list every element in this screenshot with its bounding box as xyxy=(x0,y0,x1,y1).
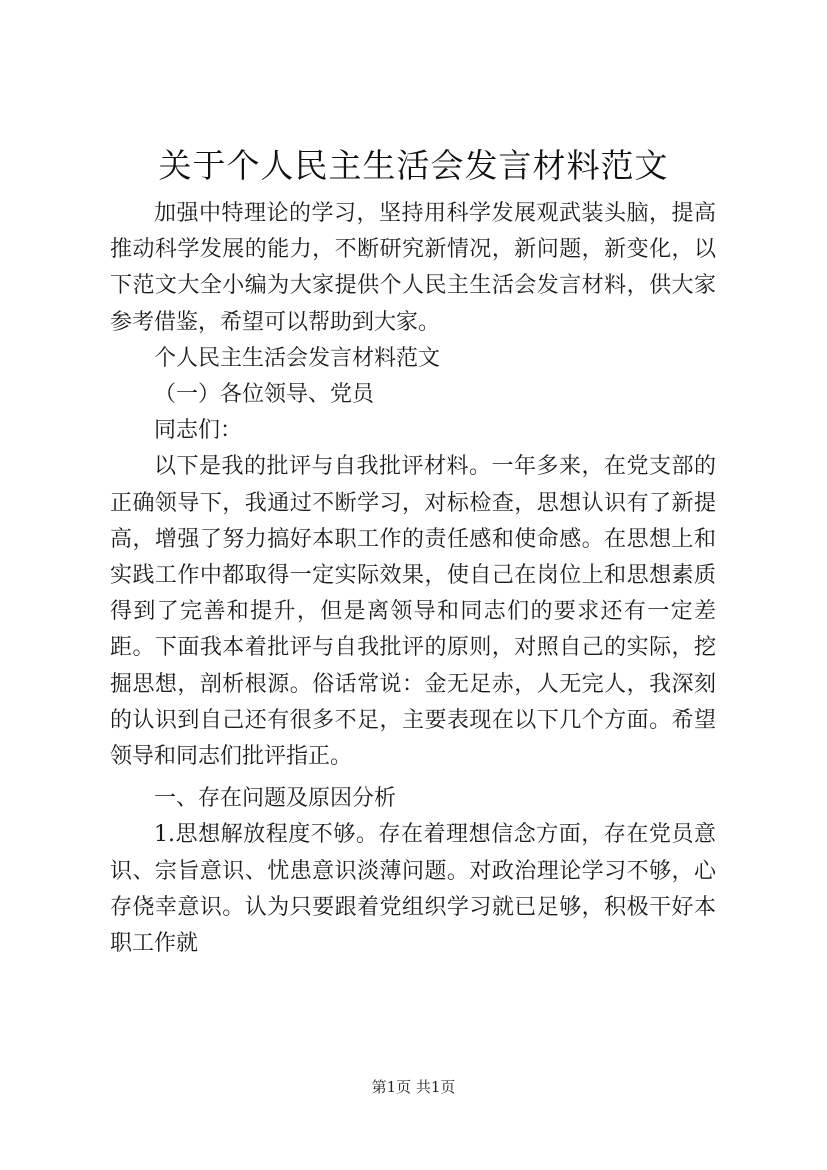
page-footer xyxy=(0,1077,827,1097)
document-title: 关于个人民主生活会发言材料范文 xyxy=(158,146,669,185)
point-1-paragraph: 1.思想解放程度不够。存在着理想信念方面，存在党员意识、宗旨意识、忧患意识淡薄问题。对政治理论学习不够，心存侥幸意识。认为只要跟着党组织学习就已足够，积极干好本职工作就 xyxy=(110,822,716,957)
salutation-line-1: （一）各位领导、党员 xyxy=(154,382,375,408)
document-body xyxy=(110,196,716,962)
salutation-line-2: 同志们： xyxy=(154,418,243,444)
main-paragraph: 以下是我的批评与自我批评材料。一年多来，在党支部的正确领导下，我通过不断学习，对标检查，思想认识有了新提高，增强了努力搞好本职工作的责任感和使命感。在思想上和实践工作中都取得一定实际效果，使自己在岗位上和思想素质得到了完善和提升，但是离领导和同志们的要求还有一定差距。下面我本着批评与自我批评的原则，对照自己的实际，挖掘思想，剖析根源。俗话常说：金无足赤，人无完人，我深刻的认识到自己还有很多不足，主要表现在以下几个方面。希望领导和同志们批评指正。 xyxy=(110,454,716,770)
subtitle-paragraph: 个人民主生活会发言材料范文 xyxy=(154,345,441,371)
intro-paragraph: 加强中特理论的学习，坚持用科学发展观武装头脑，提高推动科学发展的能力，不断研究新情况，新问题，新变化，以下范文大全小编为大家提供个人民主生活会发言材料，供大家参考借鉴，希望可以帮助到大家。 xyxy=(110,201,716,335)
page-number-label: 第1页 共1页 xyxy=(371,1078,456,1096)
section-heading: 一、存在问题及原因分析 xyxy=(154,786,397,812)
